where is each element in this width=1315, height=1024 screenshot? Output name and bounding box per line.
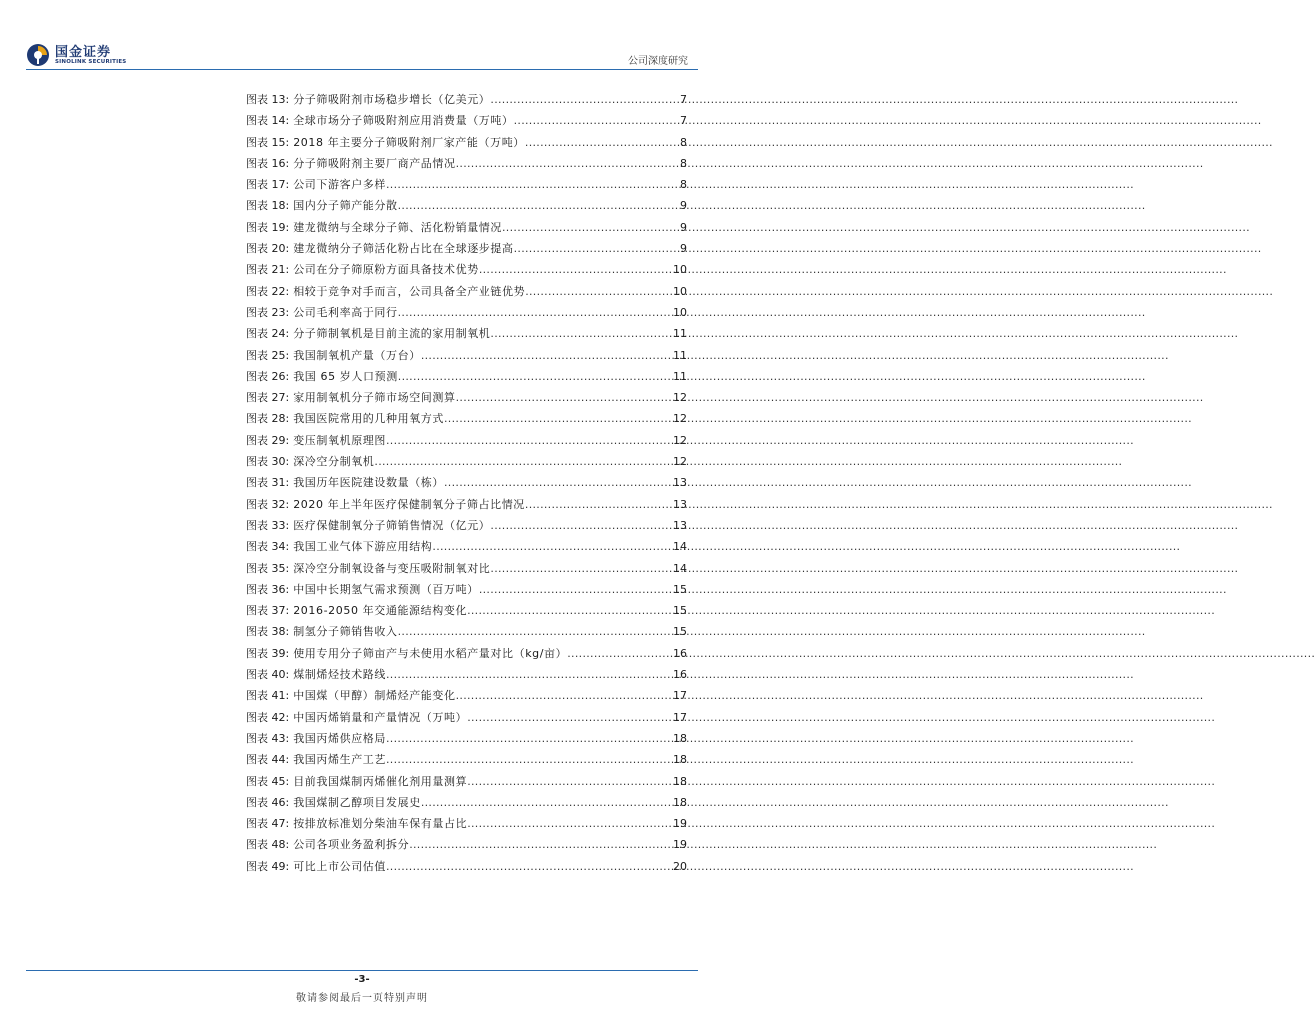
toc-leader-dots xyxy=(456,685,672,706)
toc-entry-title: 目前我国煤制丙烯催化剂用量测算 xyxy=(293,774,468,788)
toc-entry-label: 图表 48: xyxy=(246,838,290,852)
toc-entry-page: 12 xyxy=(673,455,687,469)
brand-logo xyxy=(26,41,146,71)
toc-entry-page: 17 xyxy=(673,689,687,703)
toc-entry-label: 图表 46: xyxy=(246,795,290,809)
toc-entry[interactable] xyxy=(246,749,687,770)
toc-entry-title: 可比上市公司估值 xyxy=(293,859,387,873)
toc-leader-dots xyxy=(421,792,672,813)
toc-leader-dots xyxy=(467,707,672,728)
toc-entry-title: 我国 65 岁人口预测 xyxy=(293,369,398,383)
toc-entry-title: 我国历年医院建设数量（栋） xyxy=(293,476,445,490)
toc-leader-dots xyxy=(490,89,679,110)
toc-entry-label: 图表 26: xyxy=(246,369,290,383)
toc-entry[interactable] xyxy=(246,281,687,302)
toc-leader-dots xyxy=(502,217,679,238)
toc-leader-dots xyxy=(386,728,672,749)
toc-entry-label: 图表 14: xyxy=(246,114,290,128)
toc-leader-dots xyxy=(398,302,672,323)
toc-entry-label: 图表 20: xyxy=(246,242,290,256)
toc-entry-label: 图表 43: xyxy=(246,731,290,745)
toc-entry-title: 2020 年上半年医疗保健制氧分子筛占比情况 xyxy=(293,497,525,511)
toc-entry-label: 图表 17: xyxy=(246,178,290,192)
toc-entry-label: 图表 37: xyxy=(246,604,290,618)
toc-leader-dots xyxy=(421,345,672,366)
toc-entry-page: 11 xyxy=(673,369,687,383)
toc-entry[interactable] xyxy=(246,132,687,153)
toc-entry-page: 18 xyxy=(673,731,687,745)
toc-entry-label: 图表 23: xyxy=(246,305,290,319)
toc-entry-title: 制氢分子筛销售收入 xyxy=(293,625,398,639)
toc-leader-dots xyxy=(467,600,672,621)
toc-leader-dots xyxy=(386,174,679,195)
toc-leader-dots xyxy=(409,834,672,855)
toc-entry-title: 建龙微纳分子筛活化粉占比在全球逐步提高 xyxy=(293,242,514,256)
toc-entry-label: 图表 31: xyxy=(246,476,290,490)
toc-entry-page: 7 xyxy=(680,93,687,106)
toc-leader-dots xyxy=(490,558,672,579)
figure-index xyxy=(246,89,687,877)
toc-entry-title: 公司在分子筛原粉方面具备技术优势 xyxy=(293,263,479,277)
toc-leader-dots xyxy=(398,621,672,642)
toc-leader-dots xyxy=(467,813,672,834)
toc-entry[interactable] xyxy=(246,217,687,238)
toc-entry-title: 分子筛制氧机是目前主流的家用制氧机 xyxy=(293,327,491,341)
toc-entry-title: 全球市场分子筛吸附剂应用消费量（万吨） xyxy=(293,114,514,128)
toc-entry[interactable] xyxy=(246,813,687,834)
toc-entry[interactable] xyxy=(246,685,687,706)
toc-entry-title: 建龙微纳与全球分子筛、活化粉销量情况 xyxy=(293,220,503,234)
toc-entry-page: 15 xyxy=(673,582,687,596)
toc-entry-page: 13 xyxy=(673,476,687,490)
toc-leader-dots xyxy=(398,195,679,216)
toc-leader-dots xyxy=(386,664,672,685)
toc-entry-page: 11 xyxy=(673,327,687,341)
toc-entry-page: 12 xyxy=(673,412,687,426)
toc-entry[interactable] xyxy=(246,515,687,536)
toc-entry-title: 我国丙烯生产工艺 xyxy=(293,753,387,767)
toc-entry[interactable] xyxy=(246,494,687,515)
toc-entry-page: 15 xyxy=(673,604,687,618)
toc-entry-title: 我国丙烯供应格局 xyxy=(293,731,387,745)
toc-entry-label: 图表 44: xyxy=(246,753,290,767)
toc-entry-title: 公司各项业务盈利拆分 xyxy=(293,838,410,852)
toc-entry[interactable] xyxy=(246,600,687,621)
toc-entry-label: 图表 47: xyxy=(246,817,290,831)
toc-entry[interactable] xyxy=(246,728,687,749)
toc-entry[interactable] xyxy=(246,195,687,216)
footer-divider xyxy=(26,970,698,971)
toc-entry[interactable] xyxy=(246,89,687,110)
toc-entry-label: 图表 39: xyxy=(246,646,290,660)
toc-entry-label: 图表 34: xyxy=(246,540,290,554)
toc-entry-label: 图表 32: xyxy=(246,497,290,511)
toc-leader-dots xyxy=(525,132,679,153)
toc-entry-title: 变压制氧机原理图 xyxy=(293,433,387,447)
toc-leader-dots xyxy=(456,153,679,174)
report-type: 公司深度研究 xyxy=(628,56,688,67)
toc-entry-title: 使用专用分子筛亩产与未使用水稻产量对比（kg/亩） xyxy=(293,646,568,660)
toc-entry[interactable] xyxy=(246,856,687,877)
toc-entry-title: 2018 年主要分子筛吸附剂厂家产能（万吨） xyxy=(293,135,525,149)
toc-entry-label: 图表 36: xyxy=(246,582,290,596)
toc-entry-label: 图表 25: xyxy=(246,348,290,362)
toc-entry-title: 中国中长期氢气需求预测（百万吨） xyxy=(293,582,479,596)
toc-entry[interactable] xyxy=(246,153,687,174)
toc-entry-page: 16 xyxy=(673,646,687,660)
toc-entry-title: 公司毛利率高于同行 xyxy=(293,305,398,319)
toc-entry[interactable] xyxy=(246,643,687,664)
toc-entry-page: 15 xyxy=(673,625,687,639)
toc-entry[interactable] xyxy=(246,558,687,579)
toc-entry-page: 10 xyxy=(673,305,687,319)
toc-entry[interactable] xyxy=(246,451,687,472)
toc-entry[interactable] xyxy=(246,110,687,131)
toc-entry-page: 10 xyxy=(673,284,687,298)
toc-entry[interactable] xyxy=(246,664,687,685)
toc-leader-dots xyxy=(490,515,672,536)
toc-entry-title: 公司下游客户多样 xyxy=(293,178,387,192)
toc-entry[interactable] xyxy=(246,579,687,600)
toc-entry-title: 相较于竞争对手而言，公司具备全产业链优势 xyxy=(293,284,526,298)
toc-entry[interactable] xyxy=(246,430,687,451)
header-divider xyxy=(26,69,698,70)
toc-entry-page: 12 xyxy=(673,391,687,405)
toc-entry[interactable] xyxy=(246,174,687,195)
toc-entry[interactable] xyxy=(246,408,687,429)
toc-entry[interactable] xyxy=(246,472,687,493)
toc-entry[interactable] xyxy=(246,621,687,642)
toc-entry-page: 18 xyxy=(673,795,687,809)
toc-entry-title: 2016-2050 年交通能源结构变化 xyxy=(293,604,468,618)
toc-entry-title: 煤制烯烃技术路线 xyxy=(293,668,387,682)
toc-entry-title: 医疗保健制氧分子筛销售情况（亿元） xyxy=(293,518,491,532)
brand-name-en: SINOLINK SECURITIES xyxy=(55,59,127,65)
toc-entry-label: 图表 16: xyxy=(246,156,290,170)
toc-entry-page: 16 xyxy=(673,668,687,682)
toc-entry-title: 按排放标准划分柴油车保有量占比 xyxy=(293,817,468,831)
toc-entry-page: 11 xyxy=(673,348,687,362)
page-header xyxy=(0,0,724,75)
brand-name-cn: 国金证券 xyxy=(55,45,112,60)
toc-entry-label: 图表 49: xyxy=(246,859,290,873)
toc-leader-dots xyxy=(432,536,672,557)
toc-entry[interactable] xyxy=(246,345,687,366)
toc-entry-label: 图表 22: xyxy=(246,284,290,298)
toc-leader-dots xyxy=(386,749,672,770)
toc-entry-label: 图表 42: xyxy=(246,710,290,724)
toc-entry[interactable] xyxy=(246,323,687,344)
toc-entry-page: 19 xyxy=(673,817,687,831)
toc-entry-title: 我国工业气体下游应用结构 xyxy=(293,540,433,554)
toc-leader-dots xyxy=(514,110,679,131)
toc-leader-dots xyxy=(525,494,672,515)
toc-entry-page: 20 xyxy=(673,859,687,873)
toc-leader-dots xyxy=(479,579,672,600)
toc-entry-label: 图表 41: xyxy=(246,689,290,703)
toc-entry-page: 9 xyxy=(680,220,687,234)
toc-entry-label: 图表 28: xyxy=(246,412,290,426)
toc-entry-title: 我国煤制乙醇项目发展史 xyxy=(293,795,421,809)
toc-entry-title: 我国制氧机产量（万台） xyxy=(293,348,421,362)
toc-leader-dots xyxy=(567,643,672,664)
toc-leader-dots xyxy=(374,451,672,472)
toc-entry-page: 8 xyxy=(680,156,687,170)
toc-entry[interactable] xyxy=(246,834,687,855)
toc-leader-dots xyxy=(525,281,672,302)
toc-entry-label: 图表 30: xyxy=(246,455,290,469)
toc-entry-page: 19 xyxy=(673,838,687,852)
toc-leader-dots xyxy=(444,472,672,493)
toc-entry[interactable] xyxy=(246,792,687,813)
toc-entry-title: 分子筛吸附剂主要厂商产品情况 xyxy=(293,156,456,170)
toc-entry-page: 18 xyxy=(673,753,687,767)
toc-entry-page: 13 xyxy=(673,518,687,532)
toc-leader-dots xyxy=(514,238,679,259)
toc-entry[interactable] xyxy=(246,536,687,557)
toc-entry-page: 8 xyxy=(680,178,687,192)
toc-entry-label: 图表 33: xyxy=(246,518,290,532)
toc-leader-dots xyxy=(490,323,672,344)
toc-entry-title: 中国煤（甲醇）制烯烃产能变化 xyxy=(293,689,456,703)
toc-leader-dots xyxy=(386,856,672,877)
toc-entry-page: 8 xyxy=(680,135,687,149)
toc-entry[interactable] xyxy=(246,302,687,323)
toc-entry-label: 图表 19: xyxy=(246,220,290,234)
toc-entry-title: 中国丙烯销量和产量情况（万吨） xyxy=(293,710,468,724)
toc-entry-label: 图表 35: xyxy=(246,561,290,575)
toc-entry-label: 图表 38: xyxy=(246,625,290,639)
toc-entry-page: 14 xyxy=(673,561,687,575)
toc-entry[interactable] xyxy=(246,707,687,728)
toc-entry[interactable] xyxy=(246,259,687,280)
toc-entry-page: 12 xyxy=(673,433,687,447)
toc-entry-page: 10 xyxy=(673,263,687,277)
toc-leader-dots xyxy=(456,387,672,408)
toc-entry-page: 18 xyxy=(673,774,687,788)
toc-entry[interactable] xyxy=(246,238,687,259)
toc-entry-label: 图表 45: xyxy=(246,774,290,788)
toc-leader-dots xyxy=(386,430,672,451)
toc-entry-label: 图表 15: xyxy=(246,135,290,149)
toc-entry-page: 9 xyxy=(680,242,687,256)
toc-entry-title: 家用制氧机分子筛市场空间测算 xyxy=(293,391,456,405)
toc-entry-page: 13 xyxy=(673,497,687,511)
toc-entry-title: 深冷空分制氧设备与变压吸附制氧对比 xyxy=(293,561,491,575)
toc-leader-dots xyxy=(479,259,672,280)
toc-entry-page: 7 xyxy=(680,114,687,128)
toc-entry-page: 17 xyxy=(673,710,687,724)
toc-entry-title: 我国医院常用的几种用氧方式 xyxy=(293,412,445,426)
toc-entry-label: 图表 18: xyxy=(246,199,290,213)
toc-entry[interactable] xyxy=(246,366,687,387)
page-number: -3- xyxy=(354,974,370,985)
toc-leader-dots xyxy=(398,366,672,387)
toc-entry-page: 14 xyxy=(673,540,687,554)
toc-entry-title: 深冷空分制氧机 xyxy=(293,455,375,469)
toc-entry-page: 9 xyxy=(680,199,687,213)
toc-entry-label: 图表 13: xyxy=(246,93,290,106)
disclaimer: 敬请参阅最后一页特别声明 xyxy=(296,993,428,1004)
toc-entry-label: 图表 24: xyxy=(246,327,290,341)
toc-entry[interactable] xyxy=(246,387,687,408)
toc-leader-dots xyxy=(444,408,672,429)
toc-entry-label: 图表 40: xyxy=(246,668,290,682)
toc-entry-label: 图表 29: xyxy=(246,433,290,447)
toc-entry-title: 国内分子筛产能分散 xyxy=(293,199,398,213)
toc-entry[interactable] xyxy=(246,771,687,792)
sinolink-logo-icon xyxy=(26,43,50,67)
toc-entry-label: 图表 21: xyxy=(246,263,290,277)
toc-entry-label: 图表 27: xyxy=(246,391,290,405)
toc-entry-title: 分子筛吸附剂市场稳步增长（亿美元） xyxy=(293,93,491,106)
toc-leader-dots xyxy=(467,771,672,792)
